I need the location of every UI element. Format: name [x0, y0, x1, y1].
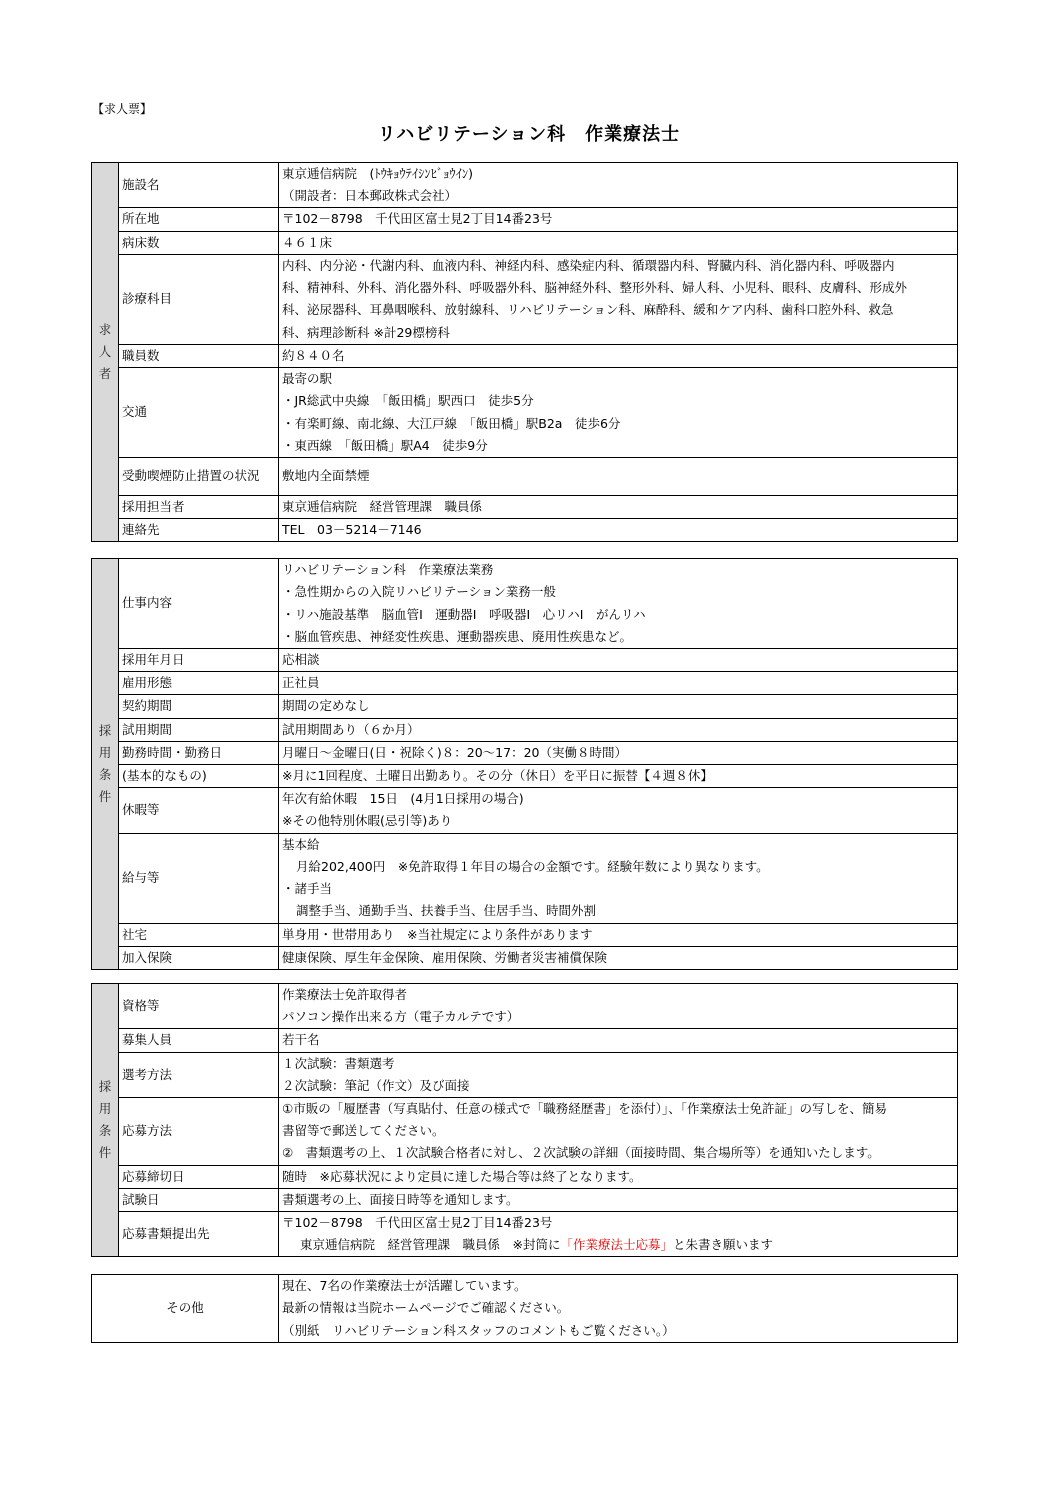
employer-section	[91, 162, 958, 542]
row-label: 給与等	[119, 833, 279, 923]
insurance-value: 健康保険、厚生年金保険、雇用保険、労働者災害補償保険	[279, 946, 958, 969]
job-content-value: リハビリテーション科 作業療法業務 ・急性期からの入院リハビリテーション業務一般 ・リハ施設基準 脳血管Ⅰ 運動器Ⅰ 呼吸器Ⅰ 心リハⅠ がんリハ ・脳血管疾患、神経変性疾患、運動器疾患、廃用性疾患など。	[279, 559, 958, 649]
table-row	[92, 1212, 958, 1257]
row-label: (基本的なもの)	[119, 765, 279, 788]
start-date-value: 応相談	[279, 649, 958, 672]
row-label: その他	[92, 1275, 279, 1343]
row-label: 応募書類提出先	[119, 1212, 279, 1257]
row-label: 病床数	[119, 231, 279, 254]
row-label: 採用担当者	[119, 496, 279, 519]
row-label: 施設名	[119, 163, 279, 208]
table-row	[92, 231, 958, 254]
row-label: 勤務時間・勤務日	[119, 741, 279, 764]
row-label: 応募締切日	[119, 1165, 279, 1188]
employment-type-value: 正社員	[279, 672, 958, 695]
table-row	[92, 1275, 958, 1343]
row-label: 仕事内容	[119, 559, 279, 649]
table-row	[92, 1188, 958, 1211]
table-row	[92, 1165, 958, 1188]
row-label: 社宅	[119, 923, 279, 946]
section-side-label: 採用条件	[92, 984, 119, 1257]
table-row	[92, 496, 958, 519]
row-label: 所在地	[119, 208, 279, 231]
housing-value: 単身用・世帯用あり ※当社規定により条件があります	[279, 923, 958, 946]
work-days-value: ※月に1回程度、土曜日出勤あり。その分（休日）を平日に振替【４週８休】	[279, 765, 958, 788]
leave-value: 年次有給休暇 15日 (4月1日採用の場合) ※その他特別休暇(忌引等)あり	[279, 788, 958, 833]
page-title: リハビリテーション科 作業療法士	[377, 124, 681, 145]
row-label: 応募方法	[119, 1098, 279, 1166]
row-label: 休暇等	[119, 788, 279, 833]
row-label: 連絡先	[119, 519, 279, 542]
table-row	[92, 984, 958, 1029]
table-row	[92, 254, 958, 344]
row-label: 交通	[119, 368, 279, 458]
row-label: 試験日	[119, 1188, 279, 1211]
row-label: 職員数	[119, 344, 279, 367]
table-row	[92, 649, 958, 672]
other-section	[91, 1274, 958, 1343]
row-label: 採用年月日	[119, 649, 279, 672]
deadline-value: 随時 ※応募状況により定員に達した場合等は終了となります。	[279, 1165, 958, 1188]
table-row	[92, 344, 958, 367]
table-row	[92, 718, 958, 741]
table-row	[92, 559, 958, 649]
work-hours-value: 月曜日～金曜日(日・祝除く)８：20～17：20（実働８時間）	[279, 741, 958, 764]
table-row	[92, 695, 958, 718]
smoking-value: 敷地内全面禁煙	[279, 458, 958, 496]
recruiter-value: 東京逓信病院 経営管理課 職員係	[279, 496, 958, 519]
row-label: 募集人員	[119, 1029, 279, 1052]
row-label: 資格等	[119, 984, 279, 1029]
row-label: 試用期間	[119, 718, 279, 741]
table-row	[92, 923, 958, 946]
section-side-label: 採用条件	[92, 559, 119, 970]
row-label: 契約期間	[119, 695, 279, 718]
contract-period-value: 期間の定めなし	[279, 695, 958, 718]
other-value: 現在、7名の作業療法士が活躍しています。 最新の情報は当院ホームページでご確認ください。 （別紙 リハビリテーション科スタッフのコメントもご覧ください。）	[279, 1275, 958, 1343]
table-row	[92, 163, 958, 208]
selection-method-value: １次試験：書類選考 ２次試験：筆記（作文）及び面接	[279, 1052, 958, 1097]
red-note: 「作業療法士応募」	[560, 1237, 673, 1253]
table-row	[92, 1052, 958, 1097]
table-row	[92, 741, 958, 764]
table-row	[92, 765, 958, 788]
row-label: 診療科目	[119, 254, 279, 344]
table-row	[92, 208, 958, 231]
row-label: 受動喫煙防止措置の状況	[119, 458, 279, 496]
table-row	[92, 672, 958, 695]
application-section	[91, 983, 958, 1257]
departments-value: 内科、内分泌・代謝内科、血液内科、神経内科、感染症内科、循環器内科、腎臓内科、消化器内科、呼吸器内 科、精神科、外科、消化器外科、呼吸器外科、脳神経外科、整形外科、婦人科、小児科、眼科、皮膚科、形成外 科、泌尿器科、耳鼻咽喉科、放射線科、リハビリテーション科、麻酔科、緩和ケア内科、歯科口腔外科、救急 科、病理診断科 ※計29標榜科	[279, 254, 958, 344]
table-row	[92, 833, 958, 923]
salary-value: 基本給 月給202,400円 ※免許取得１年目の場合の金額です。経験年数により異なります。 ・諸手当 調整手当、通勤手当、扶養手当、住居手当、時間外割	[279, 833, 958, 923]
row-label: 加入保険	[119, 946, 279, 969]
qualification-value: 作業療法士免許取得者 パソコン操作出来る方（電子カルテです）	[279, 984, 958, 1029]
access-value: 最寄の駅 ・JR総武中央線 「飯田橋」駅西口 徒歩5分 ・有楽町線、南北線、大江戸線 「飯田橋」駅B2a 徒歩6分 ・東西線 「飯田橋」駅A4 徒歩9分	[279, 368, 958, 458]
conditions-section	[91, 558, 958, 970]
row-label: 選考方法	[119, 1052, 279, 1097]
table-row	[92, 946, 958, 969]
row-label: 雇用形態	[119, 672, 279, 695]
table-row	[92, 458, 958, 496]
beds-value: ４６１床	[279, 231, 958, 254]
table-row	[92, 519, 958, 542]
document-tag: 【求人票】	[92, 102, 153, 116]
staff-count-value: 約８４０名	[279, 344, 958, 367]
application-method-value: ①市販の「履歴書（写真貼付、任意の様式で「職務経歴書」を添付）」、「作業療法士免許証」の写しを、簡易 書留等で郵送してください。 ② 書類選考の上、１次試験合格者に対し、２次試験の詳細（面接時間、集合場所等）を通知いたします。	[279, 1098, 958, 1166]
table-row	[92, 1098, 958, 1166]
table-row	[92, 368, 958, 458]
submission-address-value: 〒102－8798 千代田区富士見2丁目14番23号 東京逓信病院 経営管理課 職員係 ※封筒に「作業療法士応募」と朱書き願います	[279, 1212, 958, 1257]
openings-value: 若干名	[279, 1029, 958, 1052]
table-row	[92, 1029, 958, 1052]
facility-name-value: 東京逓信病院 (ﾄｳｷｮｳﾃｲｼﾝﾋﾞｮｳｲﾝ) （開設者：日本郵政株式会社）	[279, 163, 958, 208]
trial-period-value: 試用期間あり（６か月）	[279, 718, 958, 741]
address-value: 〒102－8798 千代田区富士見2丁目14番23号	[279, 208, 958, 231]
contact-value: TEL 03－5214－7146	[279, 519, 958, 542]
exam-date-value: 書類選考の上、面接日時等を通知します。	[279, 1188, 958, 1211]
section-side-label: 求人者	[92, 163, 119, 542]
table-row	[92, 788, 958, 833]
